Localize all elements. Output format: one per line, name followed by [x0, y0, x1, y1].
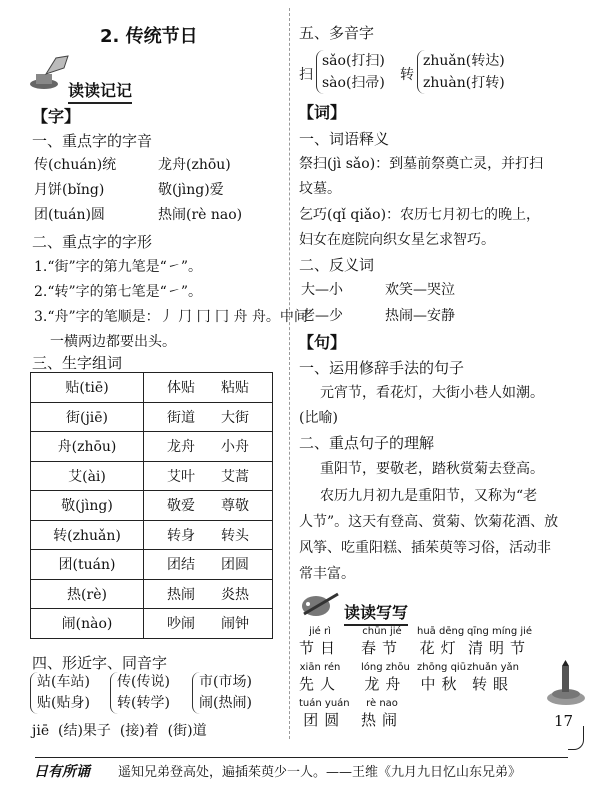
s6-heading: 一、词语释义 [299, 130, 390, 148]
table-word: 转身 [167, 527, 195, 544]
table-word: 吵闹 [167, 616, 195, 633]
vocab-hanzi: 龙舟 [364, 675, 407, 693]
s4-heading: 四、形近字、同音字 [32, 654, 168, 672]
footer-rule [35, 757, 568, 758]
explanation-line: 风筝、吃重阳糕、插茱萸等习俗，活动非 [299, 540, 551, 556]
s1-item: 团(tuán)圆 [34, 207, 105, 223]
near-form-item: 传(传说) [117, 674, 170, 690]
vocab-hanzi: 热闹 [361, 711, 404, 729]
column-divider [289, 8, 290, 739]
vocab-pinyin: chūn jié [362, 626, 402, 637]
homophone-line: jiē (结)果子 (接)着 (街)道 [32, 723, 207, 739]
table-words-cell [144, 373, 273, 403]
vocab-hanzi: 先人 [299, 675, 342, 693]
vocab-pinyin: tuán yuán [299, 698, 350, 709]
footer-label: 日有所诵 [34, 764, 90, 780]
word-table-row [31, 550, 273, 580]
near-form-item: 站(车站) [37, 674, 90, 690]
table-words-cell [144, 402, 273, 432]
vocab-word [299, 698, 350, 730]
polyphone-group-zhuan [417, 50, 505, 94]
table-word: 艾蒿 [221, 468, 249, 485]
table-word: 尊敬 [221, 498, 249, 515]
s2-line: 一横两边都要出头。 [50, 334, 176, 350]
word-table-row [31, 579, 273, 609]
explanation-line: 常丰富。 [299, 566, 355, 582]
s2-line: 2.“转”字的第七笔是“㇀”。 [34, 284, 202, 300]
vocab-pinyin: jié rì [309, 626, 331, 637]
vocab-word [299, 626, 341, 658]
s3-heading: 三、生字组词 [32, 354, 123, 372]
antonym: 热闹—安静 [385, 308, 455, 324]
table-words-cell [144, 461, 273, 491]
near-form-item: 贴(贴身) [37, 695, 90, 711]
word-table-row [31, 402, 273, 432]
vocab-hanzi: 转眼 [471, 675, 514, 693]
near-form-group-1 [30, 672, 90, 714]
definition-line: 坟墓。 [299, 181, 341, 197]
banner-read-remember: 读读记记 [68, 78, 132, 104]
s1-item: 热闹(rè nao) [158, 207, 243, 223]
table-word: 热闹 [167, 586, 195, 603]
table-char-cell: 热(rè) [31, 579, 144, 609]
table-words-cell [144, 609, 273, 639]
antonym: 老—少 [301, 308, 343, 324]
vocab-word [361, 662, 410, 694]
vocab-word [417, 626, 464, 658]
s8-heading: 一、运用修辞手法的句子 [299, 359, 465, 377]
vocab-pinyin: qīng míng jié [467, 626, 533, 637]
table-word: 粘贴 [221, 380, 249, 397]
word-table-row [31, 461, 273, 491]
near-form-item: 闹(热闹) [199, 695, 252, 711]
vocab-pinyin: huā dēng [417, 626, 465, 637]
s2-line: 1.“街”字的第九笔是“㇀”。 [34, 259, 202, 275]
word-table-row [31, 609, 273, 639]
table-char-cell: 团(tuán) [31, 550, 144, 580]
table-word: 龙舟 [167, 439, 195, 456]
polyphone-char: 扫 [299, 67, 313, 83]
gramophone-icon [28, 52, 70, 92]
table-words-cell [144, 520, 273, 550]
table-word: 体贴 [167, 380, 195, 397]
table-words-cell [144, 579, 273, 609]
lesson-title: 2. 传统节日 [100, 26, 198, 47]
vocab-hanzi: 花灯 [419, 639, 462, 657]
polyphone-reading: sào(扫帚) [322, 75, 385, 91]
table-word: 团结 [167, 557, 195, 574]
s1-item: 传(chuán)统 [34, 157, 117, 173]
antonym: 大—小 [301, 282, 343, 298]
vocab-pinyin: lóng zhōu [361, 662, 410, 673]
s2-heading: 二、重点字的字形 [32, 233, 153, 251]
polyphone-reading: zhuàn(打转) [423, 75, 505, 91]
polyphone-char: 转 [400, 67, 414, 83]
vocab-word [361, 626, 403, 658]
s5-heading: 五、多音字 [299, 24, 375, 42]
vocab-pinyin: xiān rén [299, 662, 341, 673]
near-form-item: 转(转学) [117, 695, 170, 711]
section-ju: 【句】 [298, 333, 347, 352]
polyphone-group-sao [316, 50, 385, 94]
word-table-row [31, 491, 273, 521]
word-table-row [31, 432, 273, 462]
word-table-row [31, 373, 273, 403]
vocab-pinyin: zhōng qiū [417, 662, 467, 673]
vocab-pinyin: rè nao [366, 698, 398, 709]
antonym: 欢笑—哭泣 [385, 282, 455, 298]
footer [0, 758, 598, 780]
near-form-item: 市(市场) [199, 674, 252, 690]
vocab-hanzi: 节日 [299, 639, 342, 657]
section-zi: 【字】 [32, 107, 81, 126]
vocab-word [417, 662, 466, 694]
explanation-line: 农历九月初九是重阳节，又称为“老 [320, 488, 538, 504]
table-words-cell [144, 432, 273, 462]
near-form-group-2 [110, 672, 170, 714]
table-char-cell: 敬(jìng) [31, 491, 144, 521]
vocab-word [467, 662, 519, 694]
word-table [30, 372, 273, 639]
table-char-cell: 舟(zhōu) [31, 432, 144, 462]
s1-heading: 一、重点字的字音 [32, 132, 153, 150]
section-ci: 【词】 [298, 103, 347, 122]
vocab-hanzi: 中秋 [420, 675, 463, 693]
table-char-cell: 艾(ài) [31, 461, 144, 491]
table-word: 敬爱 [167, 498, 195, 515]
s9-heading: 二、重点句子的理解 [299, 434, 435, 452]
banner-read-write: 读读写写 [344, 600, 408, 626]
polyphone-reading: sǎo(打扫) [322, 53, 385, 69]
table-word: 团圆 [221, 557, 249, 574]
vocab-word [361, 698, 403, 730]
table-word: 转头 [221, 527, 249, 544]
table-char-cell: 闹(nào) [31, 609, 144, 639]
table-char-cell: 贴(tiē) [31, 373, 144, 403]
rhetoric-note: (比喻) [299, 410, 338, 426]
table-word: 闹钟 [221, 616, 249, 633]
vocab-hanzi: 春节 [361, 639, 404, 657]
table-word: 小舟 [221, 439, 249, 456]
table-word: 大街 [221, 409, 249, 426]
table-words-cell [144, 550, 273, 580]
s7-heading: 二、反义词 [299, 256, 375, 274]
key-sentence: 重阳节，要敬老，踏秋赏菊去登高。 [320, 461, 544, 477]
near-form-group-3 [192, 672, 252, 714]
table-word: 艾叶 [167, 468, 195, 485]
rhetoric-sentence: 元宵节，看花灯，大街小巷人如潮。 [320, 385, 544, 401]
s1-item: 敬(jìng)爱 [158, 182, 224, 198]
s2-line: 3.“舟”字的笔顺是：丿 ⺆ 冂 冂 舟 舟。中间 [34, 309, 308, 325]
vocab-hanzi: 清明节 [468, 639, 532, 657]
s1-item: 龙舟(zhōu) [158, 157, 231, 173]
vocab-hanzi: 团圆 [303, 711, 346, 729]
table-word: 炎热 [221, 586, 249, 603]
table-char-cell: 街(jiē) [31, 402, 144, 432]
pencil-bird-icon [298, 588, 342, 620]
definition-line: 妇女在庭院向织女星乞求智巧。 [299, 232, 495, 248]
table-words-cell [144, 491, 273, 521]
s1-item: 月饼(bǐng) [34, 182, 105, 198]
word-table-row [31, 520, 273, 550]
definition-line: 祭扫(jì sǎo)：到墓前祭奠亡灵，并打扫 [299, 156, 544, 172]
page-number: 17 [554, 712, 574, 730]
vocab-pinyin: zhuǎn yǎn [467, 662, 519, 673]
table-char-cell: 转(zhuǎn) [31, 520, 144, 550]
polyphone-reading: zhuǎn(转达) [423, 53, 505, 69]
vocab-word [299, 662, 341, 694]
pencil-stack-icon [545, 660, 587, 706]
definition-line: 乞巧(qǐ qiǎo)：农历七月初七的晚上， [299, 207, 541, 223]
vocab-word [467, 626, 532, 658]
page-curl-decoration [568, 726, 584, 750]
table-word: 街道 [167, 409, 195, 426]
footer-poem: 遥知兄弟登高处，遍插茱萸少一人。——王维《九月九日忆山东兄弟》 [118, 765, 522, 780]
explanation-line: 人节”。这天有登高、赏菊、饮菊花酒、放 [299, 514, 559, 530]
